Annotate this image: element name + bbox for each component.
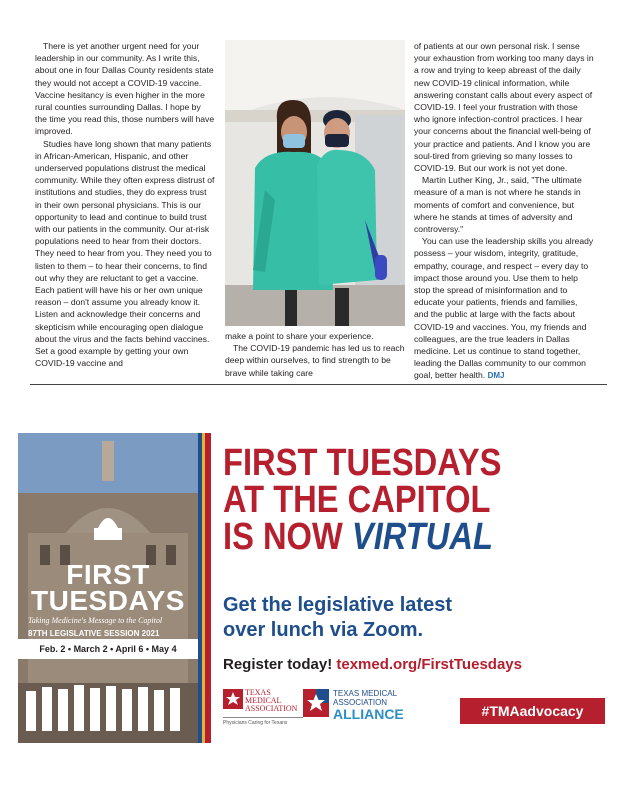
paragraph: Martin Luther King, Jr., said, "The ultimate measure of a man is not where he stands in moments of comfort and convenience, but where he stands at times of adversity and controversy." bbox=[414, 175, 582, 235]
paragraph: Studies have long shown that many patients in African-American, Hispanic, and other underserved populations distrust the medical community. While they often express distrust of institutions and studies, they do express trust in their own personal physicians. This is our opportunity to lead and continue to build trust with our patients in the community. Our at-risk populations need to hear from their doctors. They need to hear from you. They need you to listen to them – to hear their concerns, to find out why they are reluctant to get a vaccine. Each patient will have his or her own unique reason – don't assume you already know it. Listen and acknowledge their concerns and skepticism while encouraging open dialogue about the virus and the facts behind vaccines. Set a good example by getting your own COVID-19 vaccine and bbox=[35, 138, 215, 369]
poster-tagline: Taking Medicine's Message to the Capitol bbox=[28, 616, 163, 625]
paragraph: make a point to share your experience. bbox=[225, 331, 374, 341]
poster-title-line: TUESDAYS bbox=[31, 585, 185, 616]
alliance-name-line: TEXAS MEDICAL bbox=[333, 689, 398, 698]
register-line bbox=[223, 656, 522, 673]
stripe bbox=[205, 433, 211, 743]
tma-logo bbox=[223, 689, 303, 726]
tma-caption: Physicians Caring for Texans bbox=[223, 717, 303, 726]
alliance-name-line: ALLIANCE bbox=[333, 706, 404, 722]
advertisement-first-tuesdays bbox=[18, 433, 605, 743]
paragraph: There is yet another urgent need for your leadership in our community. As I write this, about one in four Dallas County residents state they would not accept a COVID-19 vaccine. Vaccine hesitancy is even higher in the more rural counties surrounding Dallas. I hope by the time you read this, those numbers will have improved. bbox=[35, 41, 215, 137]
subheadline-line: over lunch via Zoom. bbox=[223, 619, 424, 641]
ad-subheadline bbox=[223, 593, 452, 643]
poster-title bbox=[18, 559, 198, 616]
paragraph bbox=[414, 235, 594, 382]
texas-star-icon bbox=[223, 689, 243, 709]
photo-two-physicians-in-ppe bbox=[225, 40, 405, 326]
section-divider bbox=[30, 384, 607, 385]
paragraph: The COVID-19 pandemic has led us to reach deep within ourselves, to find strength to be brave while taking care bbox=[225, 343, 405, 378]
register-text: Register today! bbox=[223, 656, 337, 673]
hashtag-badge: #TMAadvocacy bbox=[460, 698, 605, 724]
author-signature: DMJ bbox=[487, 371, 505, 381]
headline-text: IS NOW bbox=[223, 516, 352, 558]
photo-illustration bbox=[225, 40, 405, 326]
poster-dates: Feb. 2 • March 2 • April 6 • May 4 bbox=[18, 639, 198, 659]
article-column-2 bbox=[225, 330, 405, 379]
article-column-3 bbox=[414, 40, 594, 383]
paragraph-text: You can use the leadership skills you already possess – your wisdom, integrity, gratitude, empathy, courage, and respect – every day to impact those around you. Use them to help stop the spread of misinformation and to educate your patients, friends and families, and the public at large with the facts about COVID-19 and vaccines. You, my friends and colleagues, are the true leaders in Dallas medicine. Let us continue to stand together, leading the Dallas community to our common goal, better health. bbox=[414, 236, 594, 381]
poster-session: 87TH LEGISLATIVE SESSION 2021 bbox=[28, 629, 160, 638]
alliance-star-icon bbox=[303, 689, 329, 717]
tma-name-line: TEXAS MEDICAL bbox=[245, 688, 282, 705]
tma-name-line: ASSOCIATION bbox=[245, 704, 298, 713]
article-column-1 bbox=[35, 40, 215, 369]
register-url-link[interactable]: texmed.org/FirstTuesdays bbox=[336, 656, 522, 673]
poster-title-line: FIRST bbox=[66, 559, 150, 590]
paragraph: of patients at our own personal risk. I sense your exhaustion from working too many days in a row and trying to keep abreast of the daily new COVID-19 clinical information, while answering constant calls about every aspect of COVID-19. I feel your frustration with those who ignore infection-control practices. I hear your concerns about the financial well-being of your practice and patients. And I know you are soul-tired from grieving so many losses to COVID-19. But our work is not yet done. bbox=[414, 41, 594, 174]
subheadline-line: Get the legislative latest bbox=[223, 594, 452, 616]
headline-virtual: VIRTUAL bbox=[351, 516, 493, 558]
tma-alliance-logo bbox=[303, 689, 413, 721]
alliance-name-line: ASSOCIATION bbox=[333, 698, 388, 707]
poster-capitol bbox=[18, 433, 198, 743]
ad-headline bbox=[223, 442, 550, 558]
headline-line: FIRST TUESDAYS bbox=[223, 442, 502, 484]
headline-line bbox=[223, 516, 550, 558]
headline-line: AT THE CAPITOL bbox=[223, 479, 491, 521]
